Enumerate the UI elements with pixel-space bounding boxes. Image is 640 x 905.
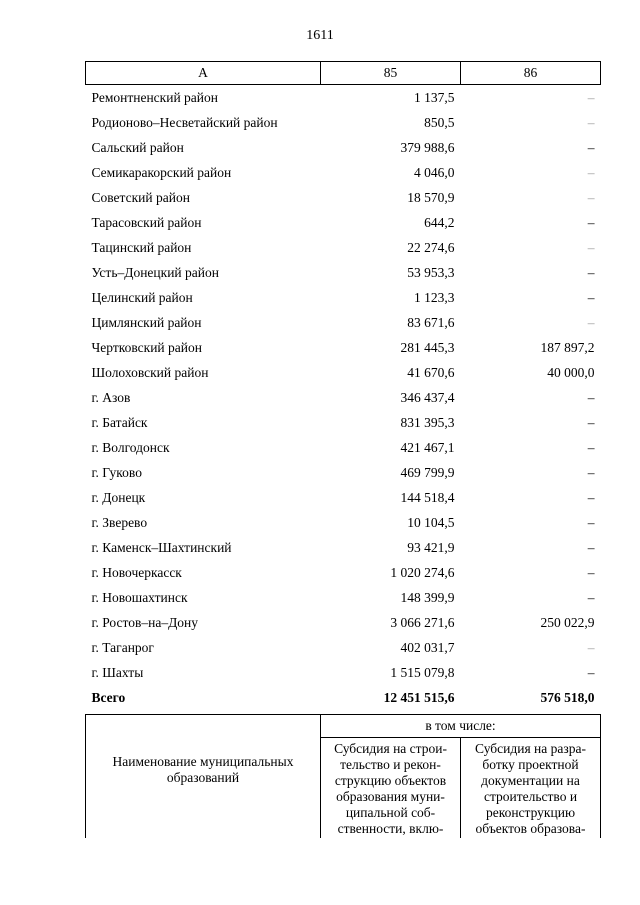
table-row xyxy=(86,560,601,585)
row-value-86: – xyxy=(587,189,595,205)
page-number: 1611 xyxy=(306,28,334,43)
desc-line: Субсидия на строи- xyxy=(334,741,447,756)
row-value-86: – xyxy=(587,89,595,105)
table-header-row xyxy=(86,62,601,85)
row-value-85: 379 988,6 xyxy=(400,139,455,155)
table-row xyxy=(86,335,601,360)
row-value-86: – xyxy=(587,164,595,180)
header-col-85: 85 xyxy=(321,62,461,85)
row-value-85: 831 395,3 xyxy=(400,414,455,430)
subheader-col85-desc xyxy=(321,738,461,839)
total-label: Всего xyxy=(91,689,126,705)
row-value-86: – xyxy=(587,264,595,280)
table-row xyxy=(86,660,601,685)
row-value-85: 850,5 xyxy=(424,114,455,130)
row-value-85: 10 104,5 xyxy=(407,514,455,530)
row-value-85: 281 445,3 xyxy=(400,339,455,355)
row-name: г. Таганрог xyxy=(91,639,154,655)
subheader-name-cell xyxy=(86,715,321,839)
row-value-86: – xyxy=(587,539,595,555)
row-value-85: 1 137,5 xyxy=(414,89,455,105)
row-name: Шолоховский район xyxy=(91,364,209,380)
row-value-85: 3 066 271,6 xyxy=(390,614,455,630)
row-name: г. Донецк xyxy=(91,489,146,505)
row-name: г. Новочеркасск xyxy=(91,564,182,580)
row-value-85: 402 031,7 xyxy=(400,639,455,655)
row-name: г. Каменск–Шахтинский xyxy=(91,539,232,555)
table-row xyxy=(86,510,601,535)
table-row xyxy=(86,485,601,510)
row-value-86: – xyxy=(587,314,595,330)
desc-line: объектов образова- xyxy=(475,821,586,836)
row-value-86: – xyxy=(587,589,595,605)
row-name: г. Зверево xyxy=(91,514,148,530)
header-col-86: 86 xyxy=(461,62,601,85)
table-row xyxy=(86,435,601,460)
row-value-86: – xyxy=(587,664,595,680)
table-row xyxy=(86,260,601,285)
row-name: г. Азов xyxy=(91,389,131,405)
row-value-86: 40 000,0 xyxy=(547,364,595,380)
row-value-85: 469 799,9 xyxy=(400,464,455,480)
row-name: г. Ростов–на–Дону xyxy=(91,614,199,630)
row-name: Семикаракорский район xyxy=(91,164,232,180)
row-value-85: 1 123,3 xyxy=(414,289,455,305)
row-value-85: 421 467,1 xyxy=(400,439,455,455)
row-value-86: – xyxy=(587,439,595,455)
row-value-86: – xyxy=(587,239,595,255)
row-name: Усть–Донецкий район xyxy=(91,264,219,280)
row-name: Родионово–Несветайский район xyxy=(91,114,278,130)
desc-line: строительство и xyxy=(483,789,578,804)
table-row xyxy=(86,110,601,135)
desc-line: реконструкцию xyxy=(485,805,576,820)
row-name: Целинский район xyxy=(91,289,193,305)
row-value-85: 22 274,6 xyxy=(407,239,455,255)
row-value-86: – xyxy=(587,289,595,305)
row-value-85: 144 518,4 xyxy=(400,489,455,505)
row-value-86: – xyxy=(587,139,595,155)
row-value-86: – xyxy=(587,114,595,130)
data-table xyxy=(85,61,601,710)
row-name: Советский район xyxy=(91,189,190,205)
subheader-including: в том числе: xyxy=(321,715,601,738)
table-row xyxy=(86,210,601,235)
table-row xyxy=(86,285,601,310)
table-row xyxy=(86,635,601,660)
table-row xyxy=(86,585,601,610)
table-body xyxy=(86,85,601,686)
row-value-86: – xyxy=(587,564,595,580)
row-value-85: 1 020 274,6 xyxy=(390,564,455,580)
row-value-86: – xyxy=(587,639,595,655)
row-name: Сальский район xyxy=(91,139,184,155)
desc-line: ботку проектной xyxy=(482,757,579,772)
desc-line: ственности, вклю- xyxy=(337,821,444,836)
table-row xyxy=(86,135,601,160)
row-value-86: – xyxy=(587,214,595,230)
row-value-85: 346 437,4 xyxy=(400,389,455,405)
row-value-85: 4 046,0 xyxy=(414,164,455,180)
row-value-85: 1 515 079,8 xyxy=(390,664,455,680)
subheader-name-line: образований xyxy=(166,769,240,785)
table-row xyxy=(86,610,601,635)
desc-line: тельство и рекон- xyxy=(340,757,441,772)
row-name: Чертковский район xyxy=(91,339,202,355)
row-value-85: 18 570,9 xyxy=(407,189,455,205)
row-value-86: – xyxy=(587,414,595,430)
row-value-85: 148 399,9 xyxy=(400,589,455,605)
desc-line: документации на xyxy=(481,773,580,788)
row-value-86: – xyxy=(587,464,595,480)
row-value-86: – xyxy=(587,389,595,405)
subheader-table-wrap xyxy=(85,714,601,838)
desc-line: образования муни- xyxy=(336,789,445,804)
header-col-a: А xyxy=(86,62,321,85)
row-name: г. Батайск xyxy=(91,414,148,430)
table-row xyxy=(86,460,601,485)
total-row xyxy=(86,685,601,710)
table-row xyxy=(86,235,601,260)
row-value-85: 53 953,3 xyxy=(407,264,455,280)
desc-line: струкцию объектов xyxy=(334,773,447,788)
subheader-name-line: Наименование муниципальных xyxy=(112,753,294,769)
total-value-85: 12 451 515,6 xyxy=(383,689,455,705)
table-row xyxy=(86,85,601,111)
total-value-86: 576 518,0 xyxy=(540,689,595,705)
row-name: Цимлянский район xyxy=(91,314,202,330)
table-row xyxy=(86,310,601,335)
table-row xyxy=(86,535,601,560)
row-value-85: 644,2 xyxy=(424,214,455,230)
subheader-table xyxy=(85,714,601,838)
table-row xyxy=(86,410,601,435)
row-name: Ремонтненский район xyxy=(91,89,218,105)
table-row xyxy=(86,360,601,385)
row-value-86: 250 022,9 xyxy=(540,614,595,630)
subheader-col86-desc xyxy=(461,738,601,839)
row-value-86: – xyxy=(587,514,595,530)
row-name: Тацинский район xyxy=(91,239,192,255)
table-row xyxy=(86,185,601,210)
row-value-85: 93 421,9 xyxy=(407,539,455,555)
row-name: г. Новошахтинск xyxy=(91,589,188,605)
row-name: г. Шахты xyxy=(91,664,144,680)
table-row xyxy=(86,385,601,410)
row-name: Тарасовский район xyxy=(91,214,202,230)
row-value-85: 41 670,6 xyxy=(407,364,455,380)
row-value-86: – xyxy=(587,489,595,505)
row-name: г. Волгодонск xyxy=(91,439,170,455)
table-row xyxy=(86,160,601,185)
row-value-85: 83 671,6 xyxy=(407,314,455,330)
desc-line: ципальной соб- xyxy=(345,805,436,820)
row-name: г. Гуково xyxy=(91,464,142,480)
row-value-86: 187 897,2 xyxy=(540,339,595,355)
desc-line: Субсидия на разра- xyxy=(475,741,586,756)
